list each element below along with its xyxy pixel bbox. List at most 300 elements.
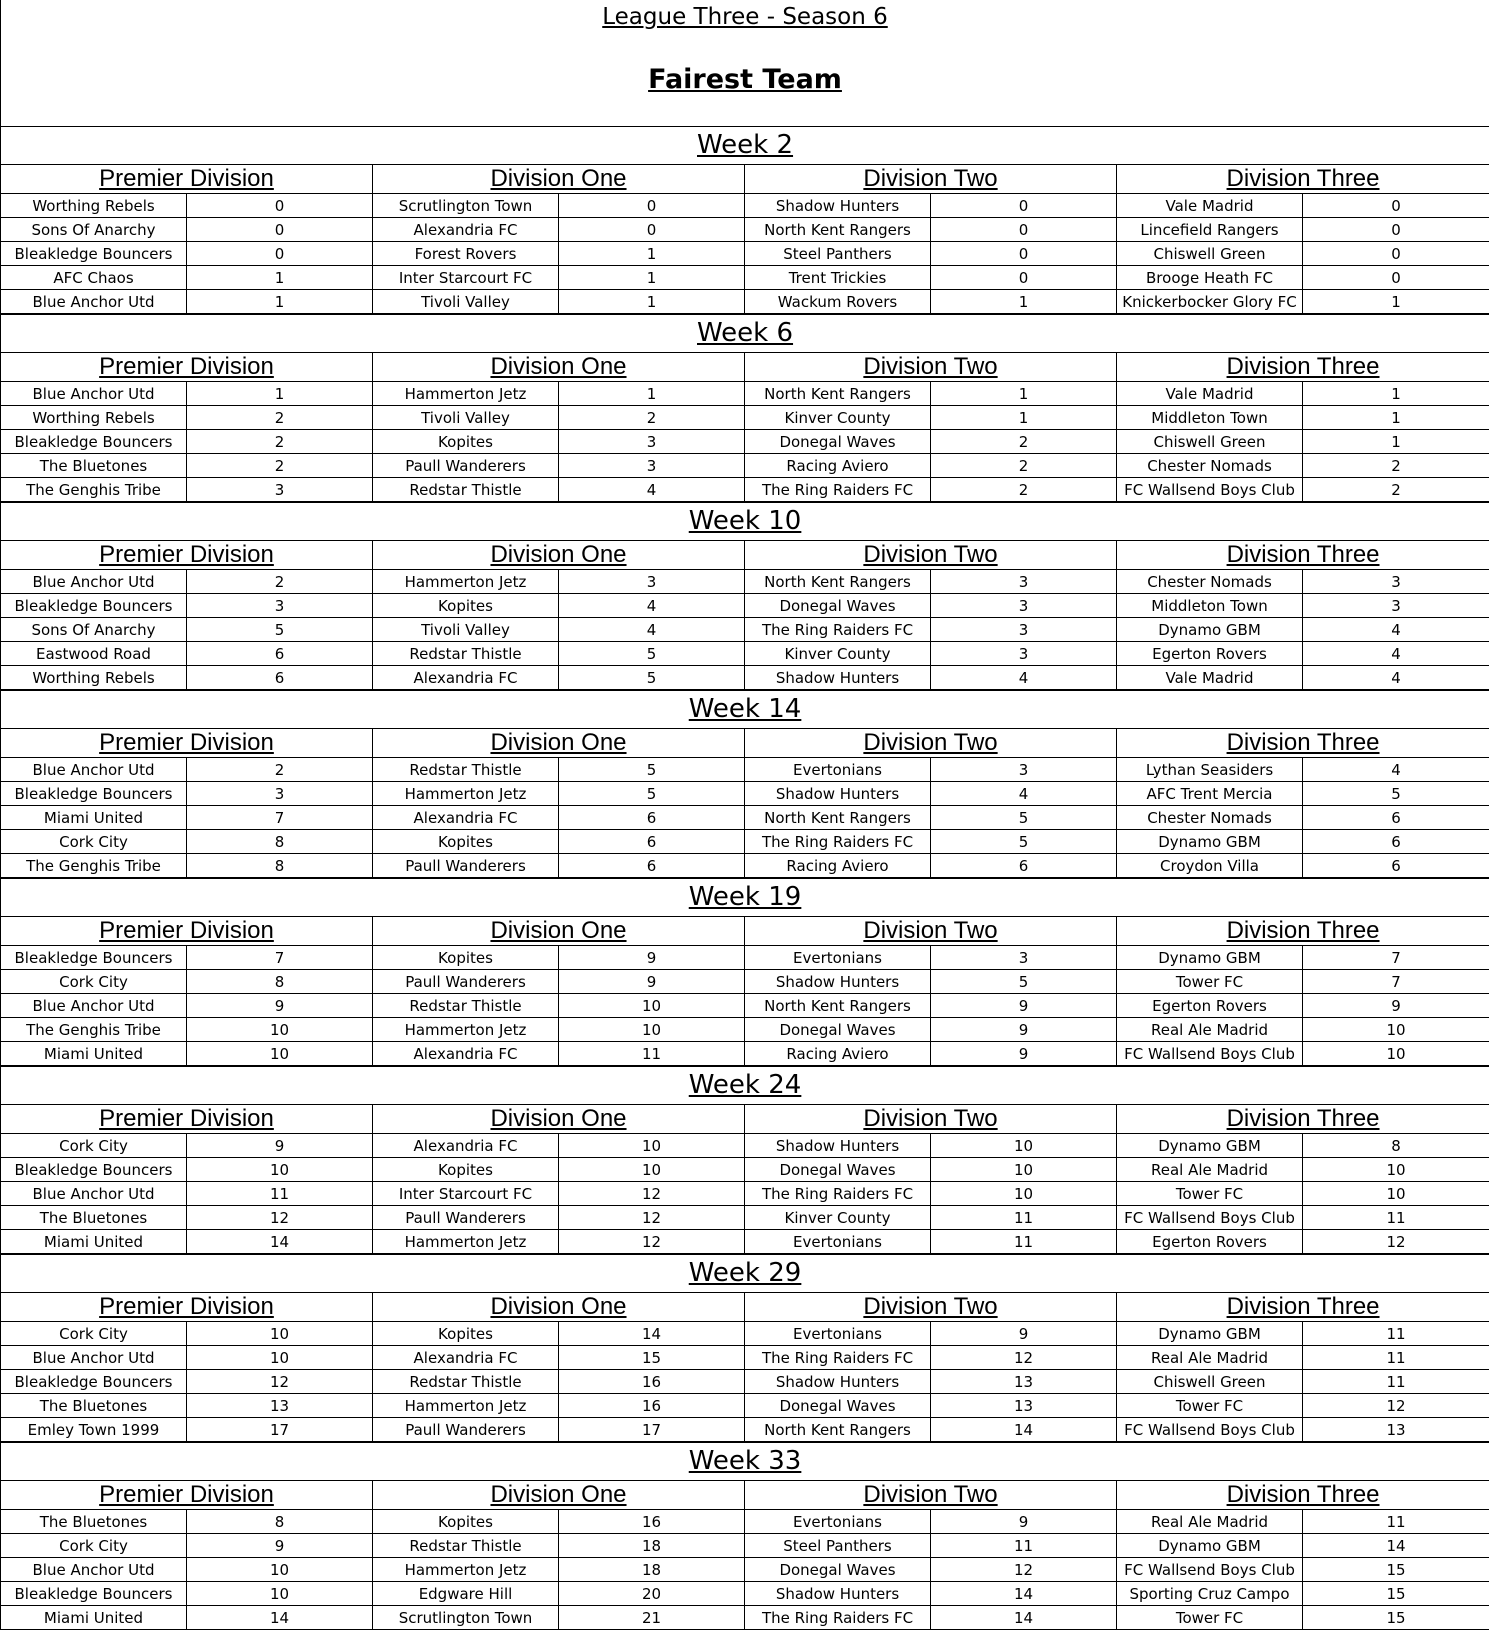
- team-name: Cork City: [1, 1534, 187, 1558]
- team-points: 10: [187, 1042, 373, 1066]
- team-points: 10: [1303, 1158, 1489, 1182]
- division-header-text: Division Three: [1226, 541, 1380, 568]
- team-points: 17: [559, 1418, 745, 1442]
- team-points: 10: [1303, 1042, 1489, 1066]
- team-points: 14: [931, 1606, 1117, 1630]
- table-row: [1, 1134, 1489, 1158]
- team-name: Miami United: [1, 806, 187, 830]
- division-header-text: Premier Division: [99, 1105, 274, 1132]
- team-points: 8: [187, 830, 373, 854]
- team-points: 14: [931, 1418, 1117, 1442]
- team-points: 3: [559, 430, 745, 454]
- team-name: Steel Panthers: [745, 1534, 931, 1558]
- week-title-text: Week 10: [688, 506, 802, 536]
- weeks-container: [0, 126, 1489, 1630]
- team-points: 13: [1303, 1418, 1489, 1442]
- league-title-text: League Three - Season 6: [602, 4, 888, 30]
- team-points: 12: [1303, 1230, 1489, 1254]
- team-points: 14: [1303, 1534, 1489, 1558]
- table-row: [1, 1418, 1489, 1442]
- team-points: 12: [559, 1182, 745, 1206]
- team-name: Kopites: [373, 594, 559, 618]
- table-row: [1, 266, 1489, 290]
- team-points: 6: [559, 830, 745, 854]
- team-name: Hammerton Jetz: [373, 1018, 559, 1042]
- team-points: 2: [931, 454, 1117, 478]
- division-header-text: Division Three: [1226, 1481, 1380, 1508]
- table-row: [1, 1346, 1489, 1370]
- team-points: 11: [1303, 1510, 1489, 1534]
- team-points: 6: [187, 642, 373, 666]
- table-row: [1, 782, 1489, 806]
- week-title-text: Week 24: [688, 1070, 802, 1100]
- week-title: [1, 127, 1489, 165]
- table-row: [1, 406, 1489, 430]
- table-row: [1, 570, 1489, 594]
- team-name: Chiswell Green: [1117, 242, 1303, 266]
- division-header: [1117, 165, 1489, 194]
- team-points: 11: [931, 1230, 1117, 1254]
- team-points: 3: [1303, 594, 1489, 618]
- division-header-text: Division One: [490, 1105, 627, 1132]
- division-header: [745, 917, 1117, 946]
- team-name: Cork City: [1, 830, 187, 854]
- team-points: 0: [1303, 194, 1489, 218]
- team-name: Shadow Hunters: [745, 194, 931, 218]
- team-name: Alexandria FC: [373, 806, 559, 830]
- team-points: 4: [931, 782, 1117, 806]
- team-points: 12: [931, 1558, 1117, 1582]
- team-points: 11: [931, 1206, 1117, 1230]
- division-header-text: Division One: [490, 165, 627, 192]
- division-header-text: Division Two: [863, 353, 998, 380]
- team-name: Paull Wanderers: [373, 970, 559, 994]
- team-points: 9: [187, 994, 373, 1018]
- team-name: Chester Nomads: [1117, 454, 1303, 478]
- team-points: 9: [559, 970, 745, 994]
- page-title: [1, 64, 1489, 95]
- team-name: North Kent Rangers: [745, 1418, 931, 1442]
- team-points: 10: [187, 1322, 373, 1346]
- table-row: [1, 242, 1489, 266]
- table-row: [1, 1510, 1489, 1534]
- table-row: [1, 642, 1489, 666]
- team-points: 10: [931, 1134, 1117, 1158]
- division-header: [373, 1293, 745, 1322]
- team-name: Redstar Thistle: [373, 758, 559, 782]
- team-name: Eastwood Road: [1, 642, 187, 666]
- week-title: [1, 1255, 1489, 1293]
- team-points: 9: [931, 994, 1117, 1018]
- table-row: [1, 1606, 1489, 1630]
- team-points: 2: [931, 478, 1117, 502]
- team-name: The Bluetones: [1, 1394, 187, 1418]
- team-name: Alexandria FC: [373, 218, 559, 242]
- division-header: [1117, 917, 1489, 946]
- team-name: Middleton Town: [1117, 406, 1303, 430]
- team-points: 10: [1303, 1182, 1489, 1206]
- team-points: 2: [187, 454, 373, 478]
- team-points: 4: [1303, 758, 1489, 782]
- table-row: [1, 290, 1489, 314]
- division-header-text: Division Two: [863, 1293, 998, 1320]
- team-points: 15: [1303, 1558, 1489, 1582]
- team-points: 6: [1303, 854, 1489, 878]
- team-name: The Bluetones: [1, 454, 187, 478]
- team-points: 16: [559, 1370, 745, 1394]
- team-name: Bleakledge Bouncers: [1, 430, 187, 454]
- table-row: [1, 594, 1489, 618]
- division-header: [1117, 1481, 1489, 1510]
- division-header-text: Division Two: [863, 165, 998, 192]
- table-row: [1, 1206, 1489, 1230]
- division-header: [1117, 541, 1489, 570]
- team-name: Bleakledge Bouncers: [1, 242, 187, 266]
- team-points: 9: [187, 1134, 373, 1158]
- team-name: The Ring Raiders FC: [745, 1182, 931, 1206]
- division-header: [745, 1481, 1117, 1510]
- team-points: 10: [931, 1158, 1117, 1182]
- team-points: 2: [187, 430, 373, 454]
- team-points: 1: [187, 382, 373, 406]
- table-row: [1, 854, 1489, 878]
- team-points: 10: [187, 1558, 373, 1582]
- team-name: Egerton Rovers: [1117, 642, 1303, 666]
- team-name: Kopites: [373, 430, 559, 454]
- team-name: Donegal Waves: [745, 1158, 931, 1182]
- team-points: 2: [559, 406, 745, 430]
- team-name: Shadow Hunters: [745, 782, 931, 806]
- team-name: Real Ale Madrid: [1117, 1158, 1303, 1182]
- team-points: 0: [1303, 218, 1489, 242]
- division-header: [1117, 353, 1489, 382]
- team-name: Tower FC: [1117, 970, 1303, 994]
- week-table: [0, 502, 1489, 690]
- team-points: 5: [187, 618, 373, 642]
- team-points: 3: [931, 758, 1117, 782]
- team-name: Alexandria FC: [373, 1134, 559, 1158]
- team-name: Kopites: [373, 1158, 559, 1182]
- team-name: The Ring Raiders FC: [745, 618, 931, 642]
- team-points: 10: [1303, 1018, 1489, 1042]
- team-name: Vale Madrid: [1117, 382, 1303, 406]
- division-header-text: Division Three: [1226, 1105, 1380, 1132]
- team-name: Cork City: [1, 1134, 187, 1158]
- team-points: 11: [559, 1042, 745, 1066]
- team-points: 5: [559, 666, 745, 690]
- team-points: 4: [1303, 618, 1489, 642]
- team-name: Bleakledge Bouncers: [1, 1158, 187, 1182]
- week-table: [0, 126, 1489, 314]
- team-name: The Genghis Tribe: [1, 1018, 187, 1042]
- team-name: Scrutlington Town: [373, 1606, 559, 1630]
- division-header-text: Division One: [490, 729, 627, 756]
- team-points: 12: [559, 1206, 745, 1230]
- team-name: The Bluetones: [1, 1510, 187, 1534]
- team-points: 8: [187, 854, 373, 878]
- team-name: Tivoli Valley: [373, 618, 559, 642]
- week-title: [1, 691, 1489, 729]
- team-points: 13: [931, 1394, 1117, 1418]
- team-points: 21: [559, 1606, 745, 1630]
- week-title-text: Week 14: [688, 694, 802, 724]
- team-name: Worthing Rebels: [1, 194, 187, 218]
- team-points: 3: [931, 946, 1117, 970]
- team-points: 12: [1303, 1394, 1489, 1418]
- team-name: Paull Wanderers: [373, 1206, 559, 1230]
- team-name: Donegal Waves: [745, 1558, 931, 1582]
- team-name: Dynamo GBM: [1117, 618, 1303, 642]
- team-name: Worthing Rebels: [1, 406, 187, 430]
- team-name: Racing Aviero: [745, 454, 931, 478]
- table-row: [1, 1018, 1489, 1042]
- team-name: Wackum Rovers: [745, 290, 931, 314]
- team-points: 12: [559, 1230, 745, 1254]
- table-row: [1, 454, 1489, 478]
- division-header-text: Premier Division: [99, 729, 274, 756]
- week-title: [1, 879, 1489, 917]
- table-row: [1, 994, 1489, 1018]
- team-points: 0: [931, 242, 1117, 266]
- team-name: Redstar Thistle: [373, 1370, 559, 1394]
- team-points: 1: [559, 242, 745, 266]
- division-header: [373, 1105, 745, 1134]
- team-name: Sporting Cruz Campo: [1117, 1582, 1303, 1606]
- table-row: [1, 1534, 1489, 1558]
- team-name: North Kent Rangers: [745, 994, 931, 1018]
- division-header-text: Division Three: [1226, 165, 1380, 192]
- team-name: Alexandria FC: [373, 666, 559, 690]
- team-name: Dynamo GBM: [1117, 946, 1303, 970]
- division-header-text: Division One: [490, 353, 627, 380]
- week-title-text: Week 6: [697, 318, 794, 348]
- team-points: 9: [931, 1042, 1117, 1066]
- team-name: Inter Starcourt FC: [373, 266, 559, 290]
- team-points: 10: [559, 1134, 745, 1158]
- division-header: [1, 1481, 373, 1510]
- team-name: Croydon Villa: [1117, 854, 1303, 878]
- team-points: 3: [931, 594, 1117, 618]
- team-name: Sons Of Anarchy: [1, 618, 187, 642]
- team-points: 11: [1303, 1370, 1489, 1394]
- team-points: 7: [187, 946, 373, 970]
- team-points: 12: [931, 1346, 1117, 1370]
- team-name: Bleakledge Bouncers: [1, 1582, 187, 1606]
- division-header: [373, 353, 745, 382]
- team-points: 15: [1303, 1582, 1489, 1606]
- team-name: Racing Aviero: [745, 1042, 931, 1066]
- team-points: 13: [187, 1394, 373, 1418]
- team-points: 11: [931, 1534, 1117, 1558]
- team-name: Blue Anchor Utd: [1, 1558, 187, 1582]
- table-row: [1, 1182, 1489, 1206]
- table-row: [1, 478, 1489, 502]
- team-points: 4: [931, 666, 1117, 690]
- division-header: [373, 541, 745, 570]
- division-header: [373, 729, 745, 758]
- team-name: FC Wallsend Boys Club: [1117, 1418, 1303, 1442]
- team-points: 2: [187, 758, 373, 782]
- division-header: [745, 1105, 1117, 1134]
- team-points: 14: [187, 1606, 373, 1630]
- team-name: The Genghis Tribe: [1, 854, 187, 878]
- team-name: Chester Nomads: [1117, 570, 1303, 594]
- team-name: Real Ale Madrid: [1117, 1018, 1303, 1042]
- team-points: 5: [559, 758, 745, 782]
- team-name: Chester Nomads: [1117, 806, 1303, 830]
- team-points: 1: [931, 290, 1117, 314]
- team-name: Steel Panthers: [745, 242, 931, 266]
- team-points: 5: [559, 782, 745, 806]
- team-points: 3: [931, 642, 1117, 666]
- team-name: Chiswell Green: [1117, 1370, 1303, 1394]
- table-row: [1, 1370, 1489, 1394]
- team-points: 0: [187, 194, 373, 218]
- team-name: Evertonians: [745, 946, 931, 970]
- team-points: 10: [187, 1346, 373, 1370]
- table-row: [1, 618, 1489, 642]
- team-points: 9: [1303, 994, 1489, 1018]
- team-name: Brooge Heath FC: [1117, 266, 1303, 290]
- team-points: 4: [1303, 666, 1489, 690]
- team-points: 6: [1303, 806, 1489, 830]
- team-points: 8: [187, 1510, 373, 1534]
- team-points: 1: [1303, 382, 1489, 406]
- team-name: Redstar Thistle: [373, 1534, 559, 1558]
- team-name: North Kent Rangers: [745, 218, 931, 242]
- team-points: 10: [931, 1182, 1117, 1206]
- team-name: FC Wallsend Boys Club: [1117, 1558, 1303, 1582]
- page-title-text: Fairest Team: [648, 64, 842, 95]
- team-name: North Kent Rangers: [745, 382, 931, 406]
- team-name: The Genghis Tribe: [1, 478, 187, 502]
- team-points: 3: [931, 570, 1117, 594]
- division-header: [1, 541, 373, 570]
- team-points: 20: [559, 1582, 745, 1606]
- week-table: [0, 690, 1489, 878]
- division-header-text: Division Two: [863, 917, 998, 944]
- team-name: Hammerton Jetz: [373, 1230, 559, 1254]
- team-name: Redstar Thistle: [373, 478, 559, 502]
- team-points: 2: [187, 406, 373, 430]
- team-name: Donegal Waves: [745, 1018, 931, 1042]
- team-name: Evertonians: [745, 758, 931, 782]
- team-points: 10: [187, 1018, 373, 1042]
- team-name: Vale Madrid: [1117, 194, 1303, 218]
- team-name: Bleakledge Bouncers: [1, 782, 187, 806]
- team-points: 0: [1303, 266, 1489, 290]
- team-points: 14: [931, 1582, 1117, 1606]
- team-name: Redstar Thistle: [373, 994, 559, 1018]
- team-points: 0: [931, 194, 1117, 218]
- team-points: 9: [187, 1534, 373, 1558]
- team-name: Kinver County: [745, 642, 931, 666]
- division-header: [1, 165, 373, 194]
- team-name: The Bluetones: [1, 1206, 187, 1230]
- team-points: 10: [559, 1158, 745, 1182]
- division-header: [373, 165, 745, 194]
- team-points: 4: [559, 594, 745, 618]
- team-points: 9: [559, 946, 745, 970]
- team-points: 3: [559, 454, 745, 478]
- team-name: Kopites: [373, 830, 559, 854]
- team-points: 1: [931, 382, 1117, 406]
- team-points: 1: [1303, 290, 1489, 314]
- team-points: 9: [931, 1510, 1117, 1534]
- team-name: Donegal Waves: [745, 430, 931, 454]
- week-title: [1, 503, 1489, 541]
- team-points: 3: [931, 618, 1117, 642]
- team-points: 7: [1303, 946, 1489, 970]
- team-name: Shadow Hunters: [745, 666, 931, 690]
- week-table: [0, 878, 1489, 1066]
- team-name: Paull Wanderers: [373, 1418, 559, 1442]
- team-name: Blue Anchor Utd: [1, 1346, 187, 1370]
- team-name: FC Wallsend Boys Club: [1117, 478, 1303, 502]
- week-title: [1, 1443, 1489, 1481]
- team-name: Alexandria FC: [373, 1346, 559, 1370]
- team-name: Miami United: [1, 1606, 187, 1630]
- division-header: [1, 729, 373, 758]
- team-name: Kopites: [373, 1322, 559, 1346]
- team-name: The Ring Raiders FC: [745, 1346, 931, 1370]
- division-header-text: Division Three: [1226, 917, 1380, 944]
- table-row: [1, 430, 1489, 454]
- team-name: Kopites: [373, 1510, 559, 1534]
- team-name: FC Wallsend Boys Club: [1117, 1042, 1303, 1066]
- team-name: AFC Trent Mercia: [1117, 782, 1303, 806]
- team-name: Paull Wanderers: [373, 454, 559, 478]
- team-points: 1: [187, 290, 373, 314]
- division-header-text: Division One: [490, 1293, 627, 1320]
- team-points: 2: [1303, 478, 1489, 502]
- team-points: 5: [1303, 782, 1489, 806]
- team-name: Hammerton Jetz: [373, 1558, 559, 1582]
- team-points: 5: [931, 970, 1117, 994]
- team-points: 4: [1303, 642, 1489, 666]
- team-name: Evertonians: [745, 1510, 931, 1534]
- team-points: 4: [559, 618, 745, 642]
- division-header: [373, 1481, 745, 1510]
- team-name: Tivoli Valley: [373, 290, 559, 314]
- team-name: Blue Anchor Utd: [1, 570, 187, 594]
- team-name: Donegal Waves: [745, 1394, 931, 1418]
- team-points: 5: [931, 830, 1117, 854]
- week-table: [0, 1442, 1489, 1630]
- team-name: Evertonians: [745, 1230, 931, 1254]
- team-name: Lythan Seasiders: [1117, 758, 1303, 782]
- team-name: Tower FC: [1117, 1182, 1303, 1206]
- team-name: Kinver County: [745, 406, 931, 430]
- team-points: 1: [559, 382, 745, 406]
- table-row: [1, 1042, 1489, 1066]
- team-name: The Ring Raiders FC: [745, 830, 931, 854]
- division-header: [745, 165, 1117, 194]
- team-name: Blue Anchor Utd: [1, 382, 187, 406]
- team-points: 0: [187, 218, 373, 242]
- division-header-text: Division Two: [863, 1481, 998, 1508]
- team-name: Redstar Thistle: [373, 642, 559, 666]
- team-points: 4: [559, 478, 745, 502]
- team-name: Bleakledge Bouncers: [1, 1370, 187, 1394]
- division-header: [745, 1293, 1117, 1322]
- team-name: Cork City: [1, 1322, 187, 1346]
- team-points: 3: [187, 478, 373, 502]
- team-points: 16: [559, 1510, 745, 1534]
- team-points: 15: [1303, 1606, 1489, 1630]
- team-points: 11: [187, 1182, 373, 1206]
- team-points: 14: [187, 1230, 373, 1254]
